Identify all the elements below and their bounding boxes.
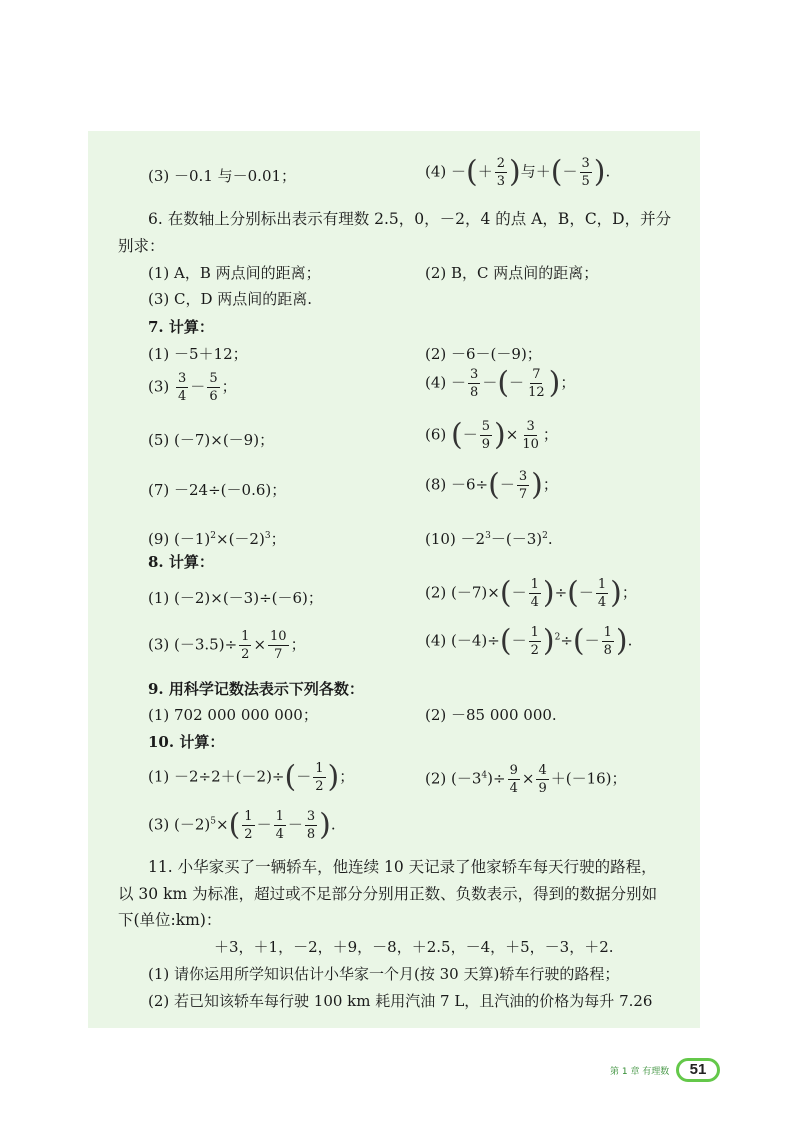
q7-3: (3) $\frac{3}{4}$ － $\frac{5}{6}$ ； — [148, 371, 237, 404]
q10-2: (2) $(-3^4)\div$ $\frac{9}{4}$ × $\frac{4}{9}$ ＋(－16)； — [425, 763, 627, 796]
page-number: 51 — [676, 1058, 720, 1082]
chapter-label: 第 1 章 有理数 — [610, 1067, 670, 1077]
page-footer — [600, 1058, 722, 1084]
q7-1: (1) －5＋12； — [148, 345, 248, 363]
q11-text-2: 以 30 km 为标准，超过或不足部分分别用正数、负数表示，得到的数据分别如 — [118, 885, 658, 903]
q10-3: (3) $(-2)^5\times$( $\frac{1}{2}$ － $\frac{1}{4}$ － $\frac{3}{8}$ ). — [148, 807, 336, 843]
q7-7: (7) －24÷(－0.6)； — [148, 481, 287, 499]
q11-data: ＋3，＋1，－2，＋9，－8，＋2.5，－4，＋5，－3，＋2. — [214, 938, 614, 956]
q11-text-3: 下(单位:km)： — [118, 911, 222, 929]
q6-text-1: 6. 在数轴上分别标出表示有理数 2.5，0，－2，4 的点 A，B，C，D，并分 — [148, 210, 672, 228]
q7-5: (5) (－7)×(－9)； — [148, 431, 275, 449]
q5-4-mid: 与＋ — [520, 162, 551, 181]
q8-2: (2) (－7)×(－ $\frac{1}{4}$ )÷(－ $\frac{1}{4}$ )； — [425, 575, 637, 611]
q5-4: (4) －(＋ $\frac{2}{3}$ )与＋(－ $\frac{3}{5}$ ). — [425, 154, 611, 190]
q9-2: (2) －85 000 000. — [425, 706, 557, 724]
q7-6: (6) (－ $\frac{5}{9}$ )× $\frac{3}{10}$ ； — [425, 417, 558, 453]
q10-1: (1) －2÷2＋(－2)÷(－ $\frac{1}{2}$ )； — [148, 759, 355, 795]
q7-2: (2) －6－(－9)； — [425, 345, 542, 363]
q6-1: (1) A，B 两点间的距离； — [148, 264, 321, 282]
q8-4: (4) (－4)÷(－ $\frac{1}{2}$ )$^2$÷(－ $\frac{1}{8}$ ). — [425, 623, 633, 659]
q10-title: 10. 计算： — [148, 733, 225, 751]
q11-1: (1) 请你运用所学知识估计小华家一个月(按 30 天算)轿车行驶的路程； — [148, 965, 620, 983]
q7-8: (8) －6÷(－ $\frac{3}{7}$ )； — [425, 467, 558, 503]
q6-text-2: 别求： — [118, 237, 165, 255]
q8-title: 8. 计算： — [148, 553, 214, 571]
q6-2: (2) B，C 两点间的距离； — [425, 264, 599, 282]
q6-3: (3) C，D 两点间的距离. — [148, 290, 313, 308]
q9-title: 9. 用科学记数法表示下列各数： — [148, 680, 364, 698]
q5-4-prefix: (4) － — [425, 162, 467, 181]
q7-10: $(10) -2^3-(-3)^2$. — [425, 530, 553, 548]
q9-1: (1) 702 000 000 000； — [148, 706, 318, 724]
q8-1: (1) (－2)×(－3)÷(－6)； — [148, 589, 323, 607]
q8-3: (3) (－3.5)÷ $\frac{1}{2}$ × $\frac{10}{7}$ ； — [148, 629, 306, 662]
q5-3: (3) －0.1 与－0.01； — [148, 167, 297, 185]
q7-title: 7. 计算： — [148, 318, 214, 336]
q7-4: (4) － $\frac{3}{8}$ －(－ $\frac{7}{12}$ )； — [425, 365, 576, 401]
q11-2: (2) 若已知该轿车每行驶 100 km 耗用汽油 7 L，且汽油的价格为每升 7.26 — [148, 992, 653, 1010]
q11-text-1: 11. 小华家买了一辆轿车，他连续 10 天记录了他家轿车每天行驶的路程， — [148, 858, 657, 876]
q7-9: (9) $(-1)^2\times(-2)^3$； — [148, 530, 286, 548]
